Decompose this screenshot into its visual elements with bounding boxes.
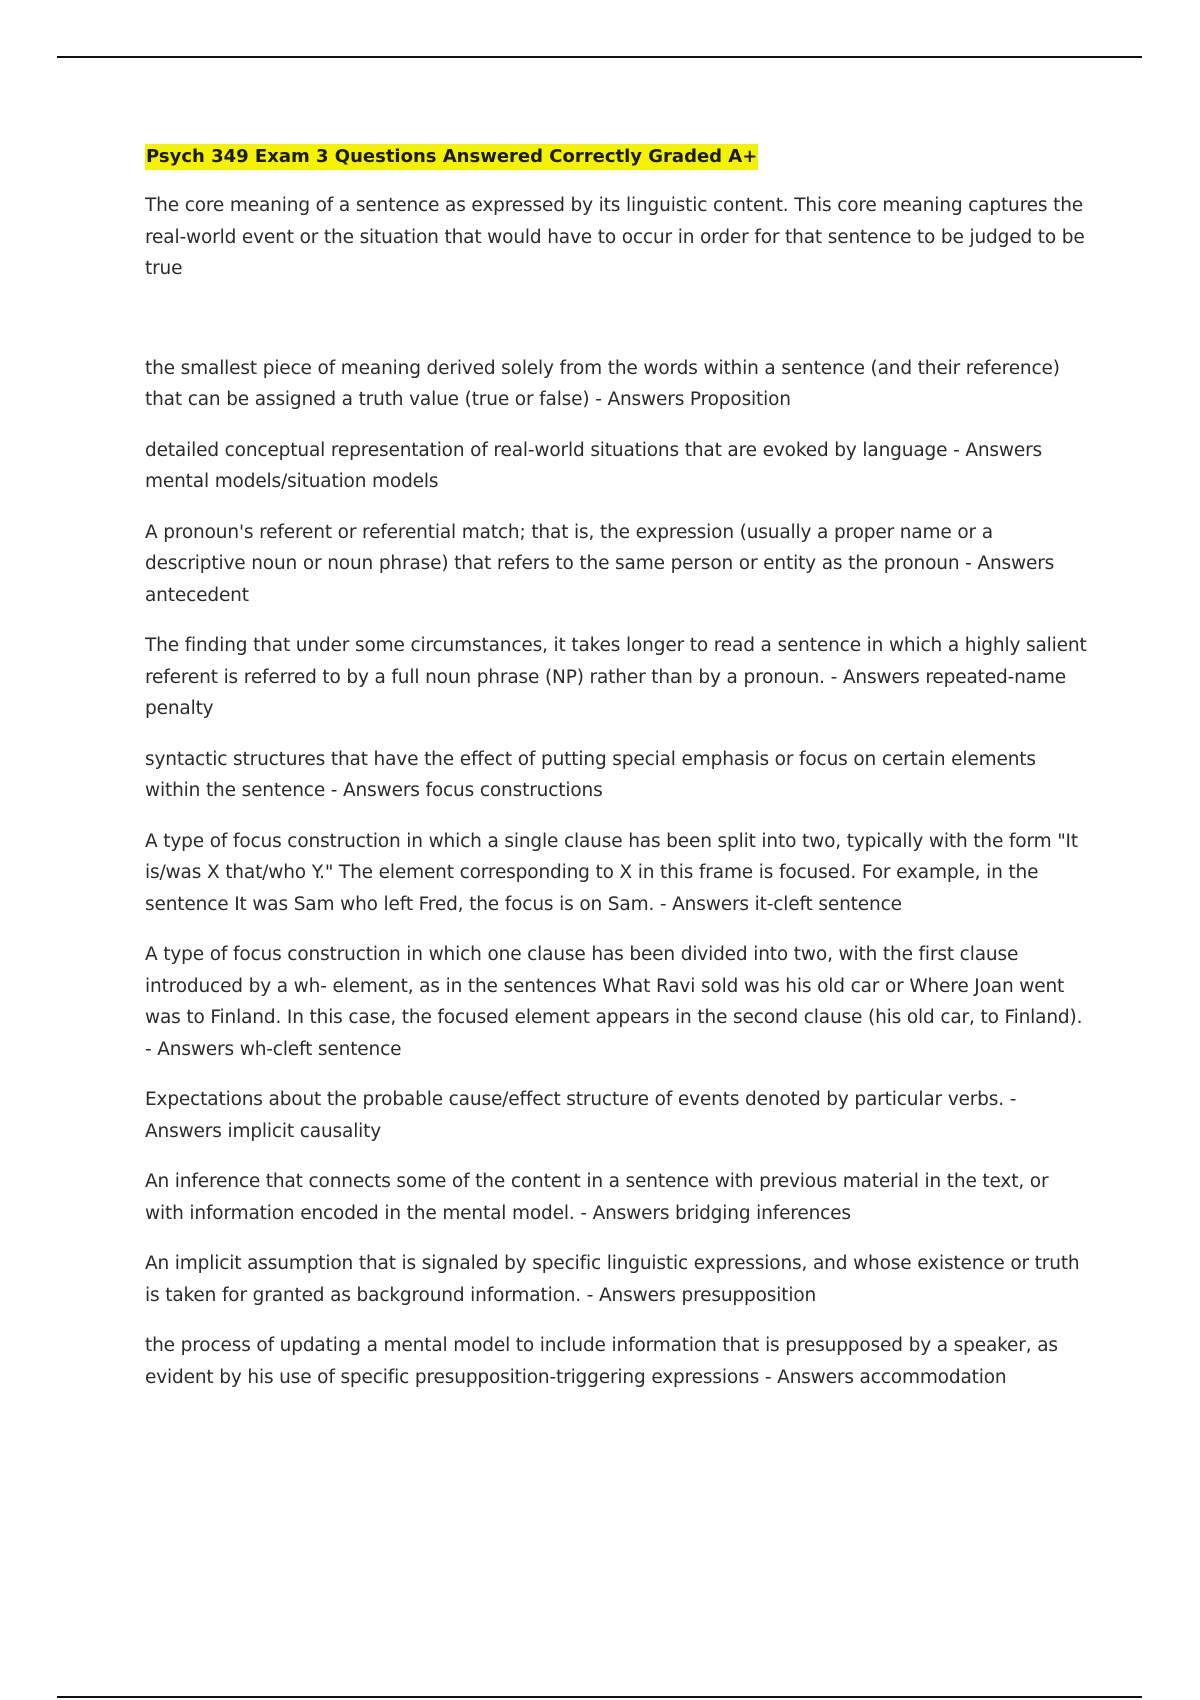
entry-paragraph: Expectations about the probable cause/effect structure of events denoted by particular verbs. - Answers implicit causality xyxy=(145,1089,1017,1142)
entry-paragraph: detailed conceptual representation of real-world situations that are evoked by language - Answers mental models/situation models xyxy=(145,439,1043,492)
footer-rule xyxy=(57,1696,1142,1698)
document-body xyxy=(145,144,1090,1412)
entry-paragraph: syntactic structures that have the effect of putting special emphasis or focus on certain elements within the sentence - Answers focus constructions xyxy=(145,748,1036,801)
intro-paragraph: The core meaning of a sentence as expressed by its linguistic content. This core meaning captures the real-world event or the situation that would have to occur in order for that sentence to be judged to be true xyxy=(145,195,1085,279)
document-title: Psych 349 Exam 3 Questions Answered Correctly Graded A+ xyxy=(145,144,758,170)
entry-paragraph: An implicit assumption that is signaled by specific linguistic expressions, and whose existence or truth is taken for granted as background information. - Answers presupposition xyxy=(145,1253,1080,1306)
entry-paragraph: the process of updating a mental model to include information that is presupposed by a speaker, as evident by his use of specific presupposition-triggering expressions - Answers accommodation xyxy=(145,1335,1058,1388)
header-rule xyxy=(57,56,1142,58)
entry-paragraph: the smallest piece of meaning derived solely from the words within a sentence (and their reference) that can be assigned a truth value (true or false) - Answers Proposition xyxy=(145,357,1060,410)
entry-paragraph: A type of focus construction in which a single clause has been split into two, typically with the form "It is/was X that/who Y." The element corresponding to X in this frame is focused. For example, in the sentence It was Sam who left Fred, the focus is on Sam. - Answers it-cleft sentence xyxy=(145,830,1078,915)
entry-paragraph: The finding that under some circumstances, it takes longer to read a sentence in which a highly salient referent is referred to by a full noun phrase (NP) rather than by a pronoun. - Answers repeated-name penalty xyxy=(145,635,1087,719)
entry-paragraph: An inference that connects some of the content in a sentence with previous material in the text, or with information encoded in the mental model. - Answers bridging inferences xyxy=(145,1171,1049,1224)
entry-paragraph: A pronoun's referent or referential match; that is, the expression (usually a proper name or a descriptive noun or noun phrase) that refers to the same person or entity as the pronoun - Answers antecedent xyxy=(145,521,1055,606)
entry-paragraph: A type of focus construction in which one clause has been divided into two, with the first clause introduced by a wh- element, as in the sentences What Ravi sold was his old car or Where Joan went was to Finland. In this case, the focused element appears in the second clause (his old car, to Finland). - Answers wh-cleft sentence xyxy=(145,944,1083,1060)
